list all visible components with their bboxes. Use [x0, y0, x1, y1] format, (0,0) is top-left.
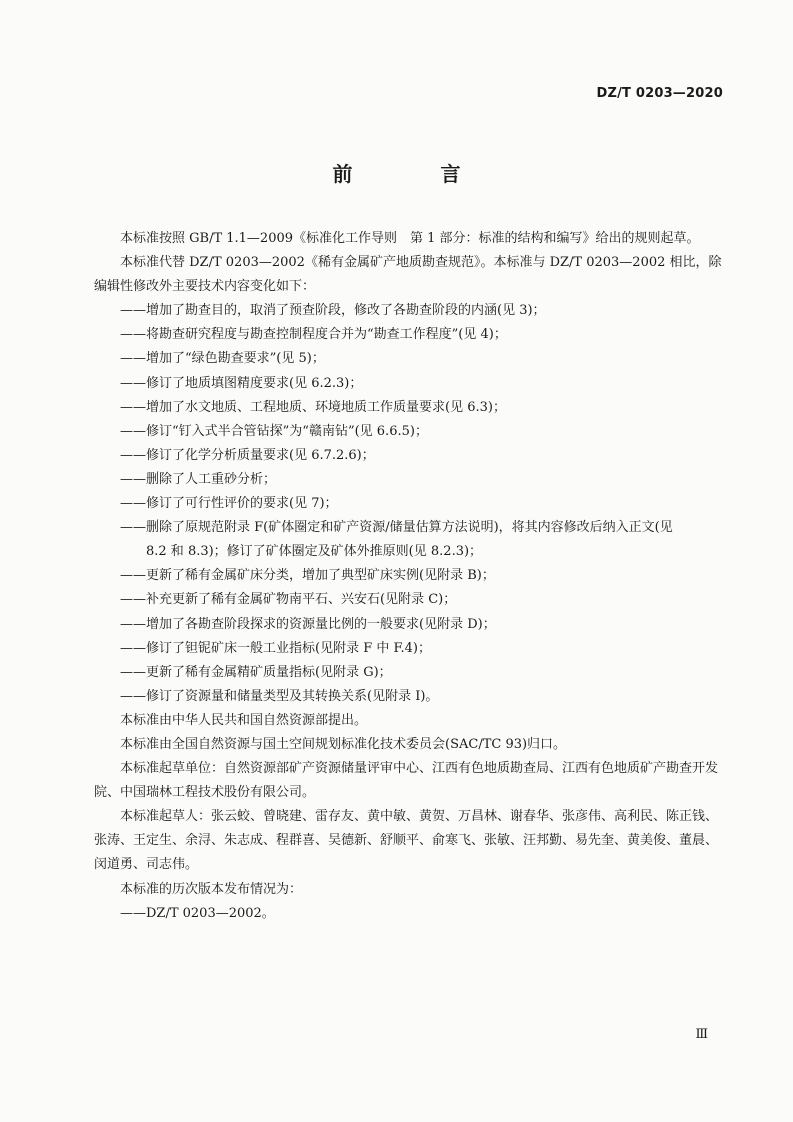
change-item: ——修订“钉入式半合管钻探”为“赣南钻”(见 6.6.5)；: [120, 423, 428, 439]
paragraph-drafters: 本标准起草人：张云蛟、曾晓建、雷存友、黄中敏、黄贺、万昌林、谢春华、张彦伟、高利民、陈正钱、张涛、王定生、余浔、朱志成、程群喜、吴德新、舒顺平、俞寒飞、张敏、汪邦勤、易先奎、黄美俊、董晨、闵道勇、司志伟。: [94, 809, 719, 873]
change-item: ——修订了地质填图精度要求(见 6.2.3)；: [120, 375, 363, 391]
history-item: ——DZ/T 0203—2002。: [120, 905, 275, 921]
paragraph-proposer: 本标准由中华人民共和国自然资源部提出。: [120, 712, 368, 728]
change-item: ——修订了钽铌矿床一般工业指标(见附录 F 中 F.4)；: [120, 640, 431, 656]
section-title: 前 言: [332, 162, 495, 186]
standard-code: DZ/T 0203—2020: [596, 86, 723, 101]
paragraph-replacement: 本标准代替 DZ/T 0203—2002《稀有金属矿产地质勘查规范》。本标准与 DZ/T 0203—2002 相比，除编辑性修改外主要技术内容变化如下：: [94, 255, 722, 295]
change-item: ——将勘查研究程度与勘查控制程度合并为“勘查工作程度”(见 4)；: [120, 327, 507, 343]
paragraph-drafting-rules: 本标准按照 GB/T 1.1—2009《标准化工作导则 第 1 部分：标准的结构和编写》给出的规则起草。: [120, 231, 700, 246]
page-number: Ⅲ: [695, 1027, 708, 1042]
change-item: ——删除了人工重砂分析；: [120, 471, 277, 487]
change-item: ——修订了资源量和储量类型及其转换关系(见附录 I)。: [120, 688, 439, 704]
change-item: ——修订了可行性评价的要求(见 7)；: [120, 496, 338, 512]
change-item: ——补充更新了稀有金属矿物南平石、兴安石(见附录 C)；: [120, 592, 457, 608]
paragraph-committee: 本标准由全国自然资源与国土空间规划标准化技术委员会(SAC/TC 93)归口。: [120, 736, 567, 752]
change-item: ——修订了化学分析质量要求(见 6.7.2.6)；: [120, 447, 375, 463]
change-item-multiline: [94, 516, 722, 564]
paragraph-drafting-units: 本标准起草单位：自然资源部矿产资源储量评审中心、江西有色地质勘查局、江西有色地质矿产勘查开发院、中国瑞林工程技术股份有限公司。: [94, 761, 719, 801]
change-item-line-continued: 8.2 和 8.3)；修订了矿体圈定及矿体外推原则(见 8.2.3)；: [146, 544, 483, 560]
change-item: ——增加了各勘查阶段探求的资源量比例的一般要求(见附录 D)；: [120, 616, 496, 632]
change-item: ——增加了水文地质、工程地质、环境地质工作质量要求(见 6.3)；: [120, 399, 506, 415]
change-item: ——增加了“绿色勘查要求”(见 5)；: [120, 351, 325, 367]
change-item-line: ——删除了原规范附录 F(矿体圈定和矿产资源/储量估算方法说明)，将其内容修改后纳入正文(见: [120, 520, 673, 536]
change-item: ——更新了稀有金属矿床分类，增加了典型矿床实例(见附录 B)；: [120, 568, 495, 584]
foreword-body: [94, 227, 722, 926]
paragraph-history: 本标准的历次版本发布情况为：: [120, 881, 303, 897]
change-item: ——增加了勘查目的，取消了预查阶段，修改了各勘查阶段的内涵(见 3)；: [120, 303, 546, 319]
change-item: ——更新了稀有金属精矿质量指标(见附录 G)；: [120, 664, 392, 680]
